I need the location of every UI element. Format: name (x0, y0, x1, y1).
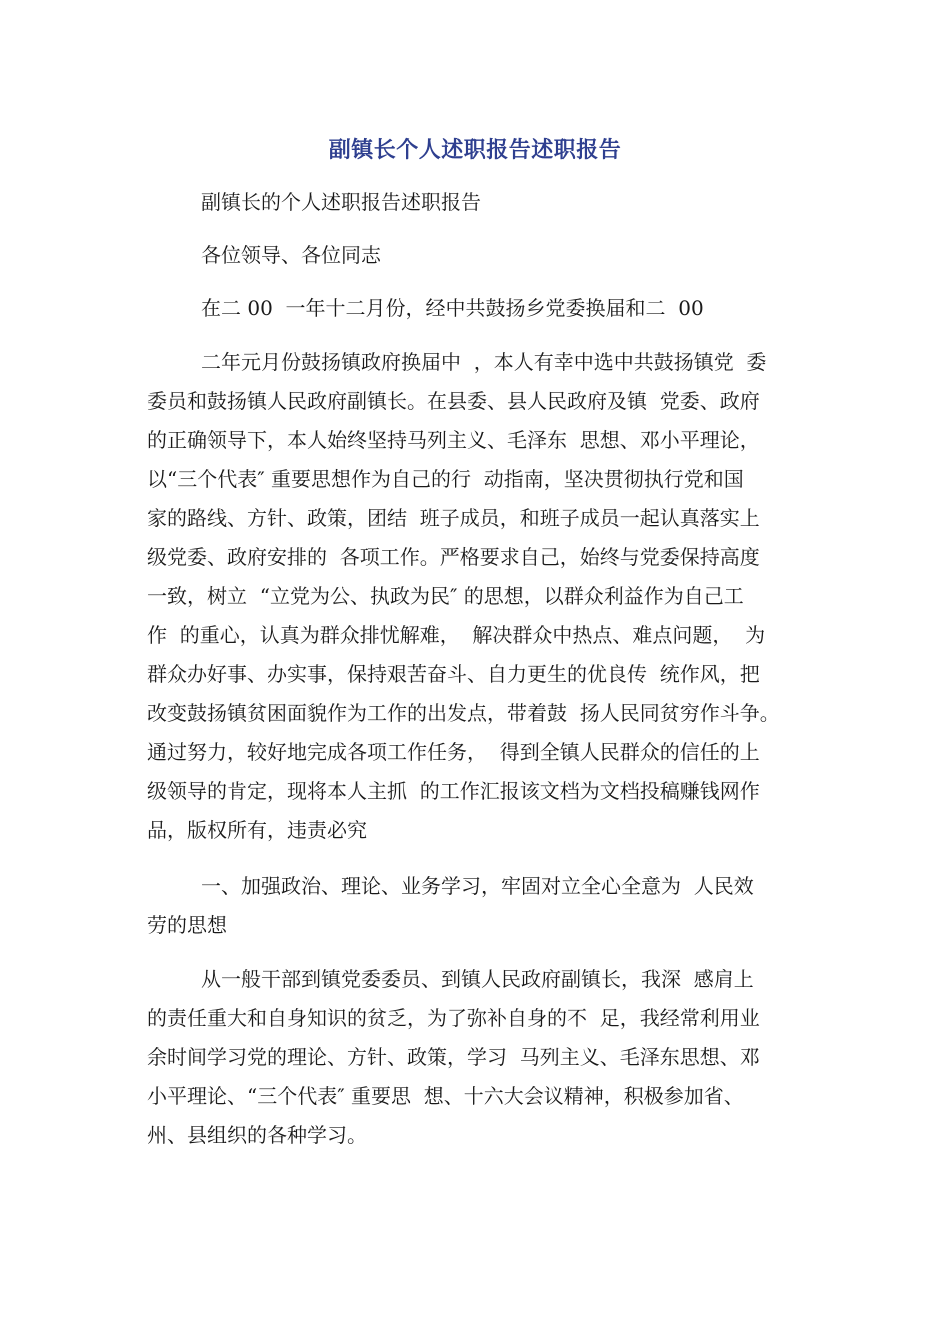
paragraph-line: 一致，树立 “立党为公、执政为民″ 的思想，以群众利益作为自己工 (147, 584, 744, 608)
paragraph-line: 从一般干部到镇党委委员、到镇人民政府副镇长，我深 感肩上 (201, 967, 754, 991)
paragraph-line: 小平理论、“三个代表″ 重要思 想、十六大会议精神，积极参加省、 (147, 1084, 744, 1108)
paragraph-line: 委员和鼓扬镇人民政府副镇长。在县委、县人民政府及镇 党委、政府 (147, 389, 760, 413)
paragraph-line: 改变鼓扬镇贫困面貌作为工作的出发点，带着鼓 扬人民同贫穷作斗争。 (147, 701, 780, 725)
paragraph-line: 级党委、政府安排的 各项工作。严格要求自己，始终与党委保持高度 (147, 545, 760, 569)
section-heading-line: 劳的思想 (147, 913, 227, 937)
paragraph-line: 余时间学习党的理论、方针、政策，学习 马列主义、毛泽东思想、邓 (147, 1045, 760, 1069)
paragraph-line: 级领导的肯定，现将本人主抓 的工作汇报该文档为文档投稿赚钱网作 (147, 779, 760, 803)
intro-line: 在二 00 一年十二月份，经中共鼓扬乡党委换届和二 00 (201, 296, 704, 320)
paragraph-line: 家的路线、方针、政策，团结 班子成员，和班子成员一起认真落实上 (147, 506, 760, 530)
paragraph-line: 的责任重大和自身知识的贫乏，为了弥补自身的不 足，我经常利用业 (147, 1006, 760, 1030)
document-title: 副镇长个人述职报告述职报告 (328, 138, 622, 163)
intro-line: 各位领导、各位同志 (201, 243, 381, 267)
paragraph-line: 的正确领导下，本人始终坚持马列主义、毛泽东 思想、邓小平理论， (147, 428, 760, 452)
section-heading-line: 一、加强政治、理论、业务学习，牢固对立全心全意为 人民效 (201, 874, 754, 898)
paragraph-line: 品，版权所有，违责必究 (147, 818, 367, 842)
paragraph-line: 以“三个代表″ 重要思想作为自己的行 动指南，坚决贯彻执行党和国 (147, 467, 744, 491)
intro-line: 副镇长的个人述职报告述职报告 (201, 190, 481, 214)
paragraph-line: 二年元月份鼓扬镇政府换届中 ，本人有幸中选中共鼓扬镇党 委 (201, 350, 767, 374)
paragraph-line: 州、县组织的各种学习。 (147, 1123, 367, 1147)
paragraph-line: 通过努力，较好地完成各项工作任务， 得到全镇人民群众的信任的上 (147, 740, 760, 764)
paragraph-line: 群众办好事、办实事，保持艰苦奋斗、自力更生的优良传 统作风，把 (147, 662, 760, 686)
paragraph-line: 作 的重心，认真为群众排忧解难， 解决群众中热点、难点问题， 为 (147, 623, 766, 647)
